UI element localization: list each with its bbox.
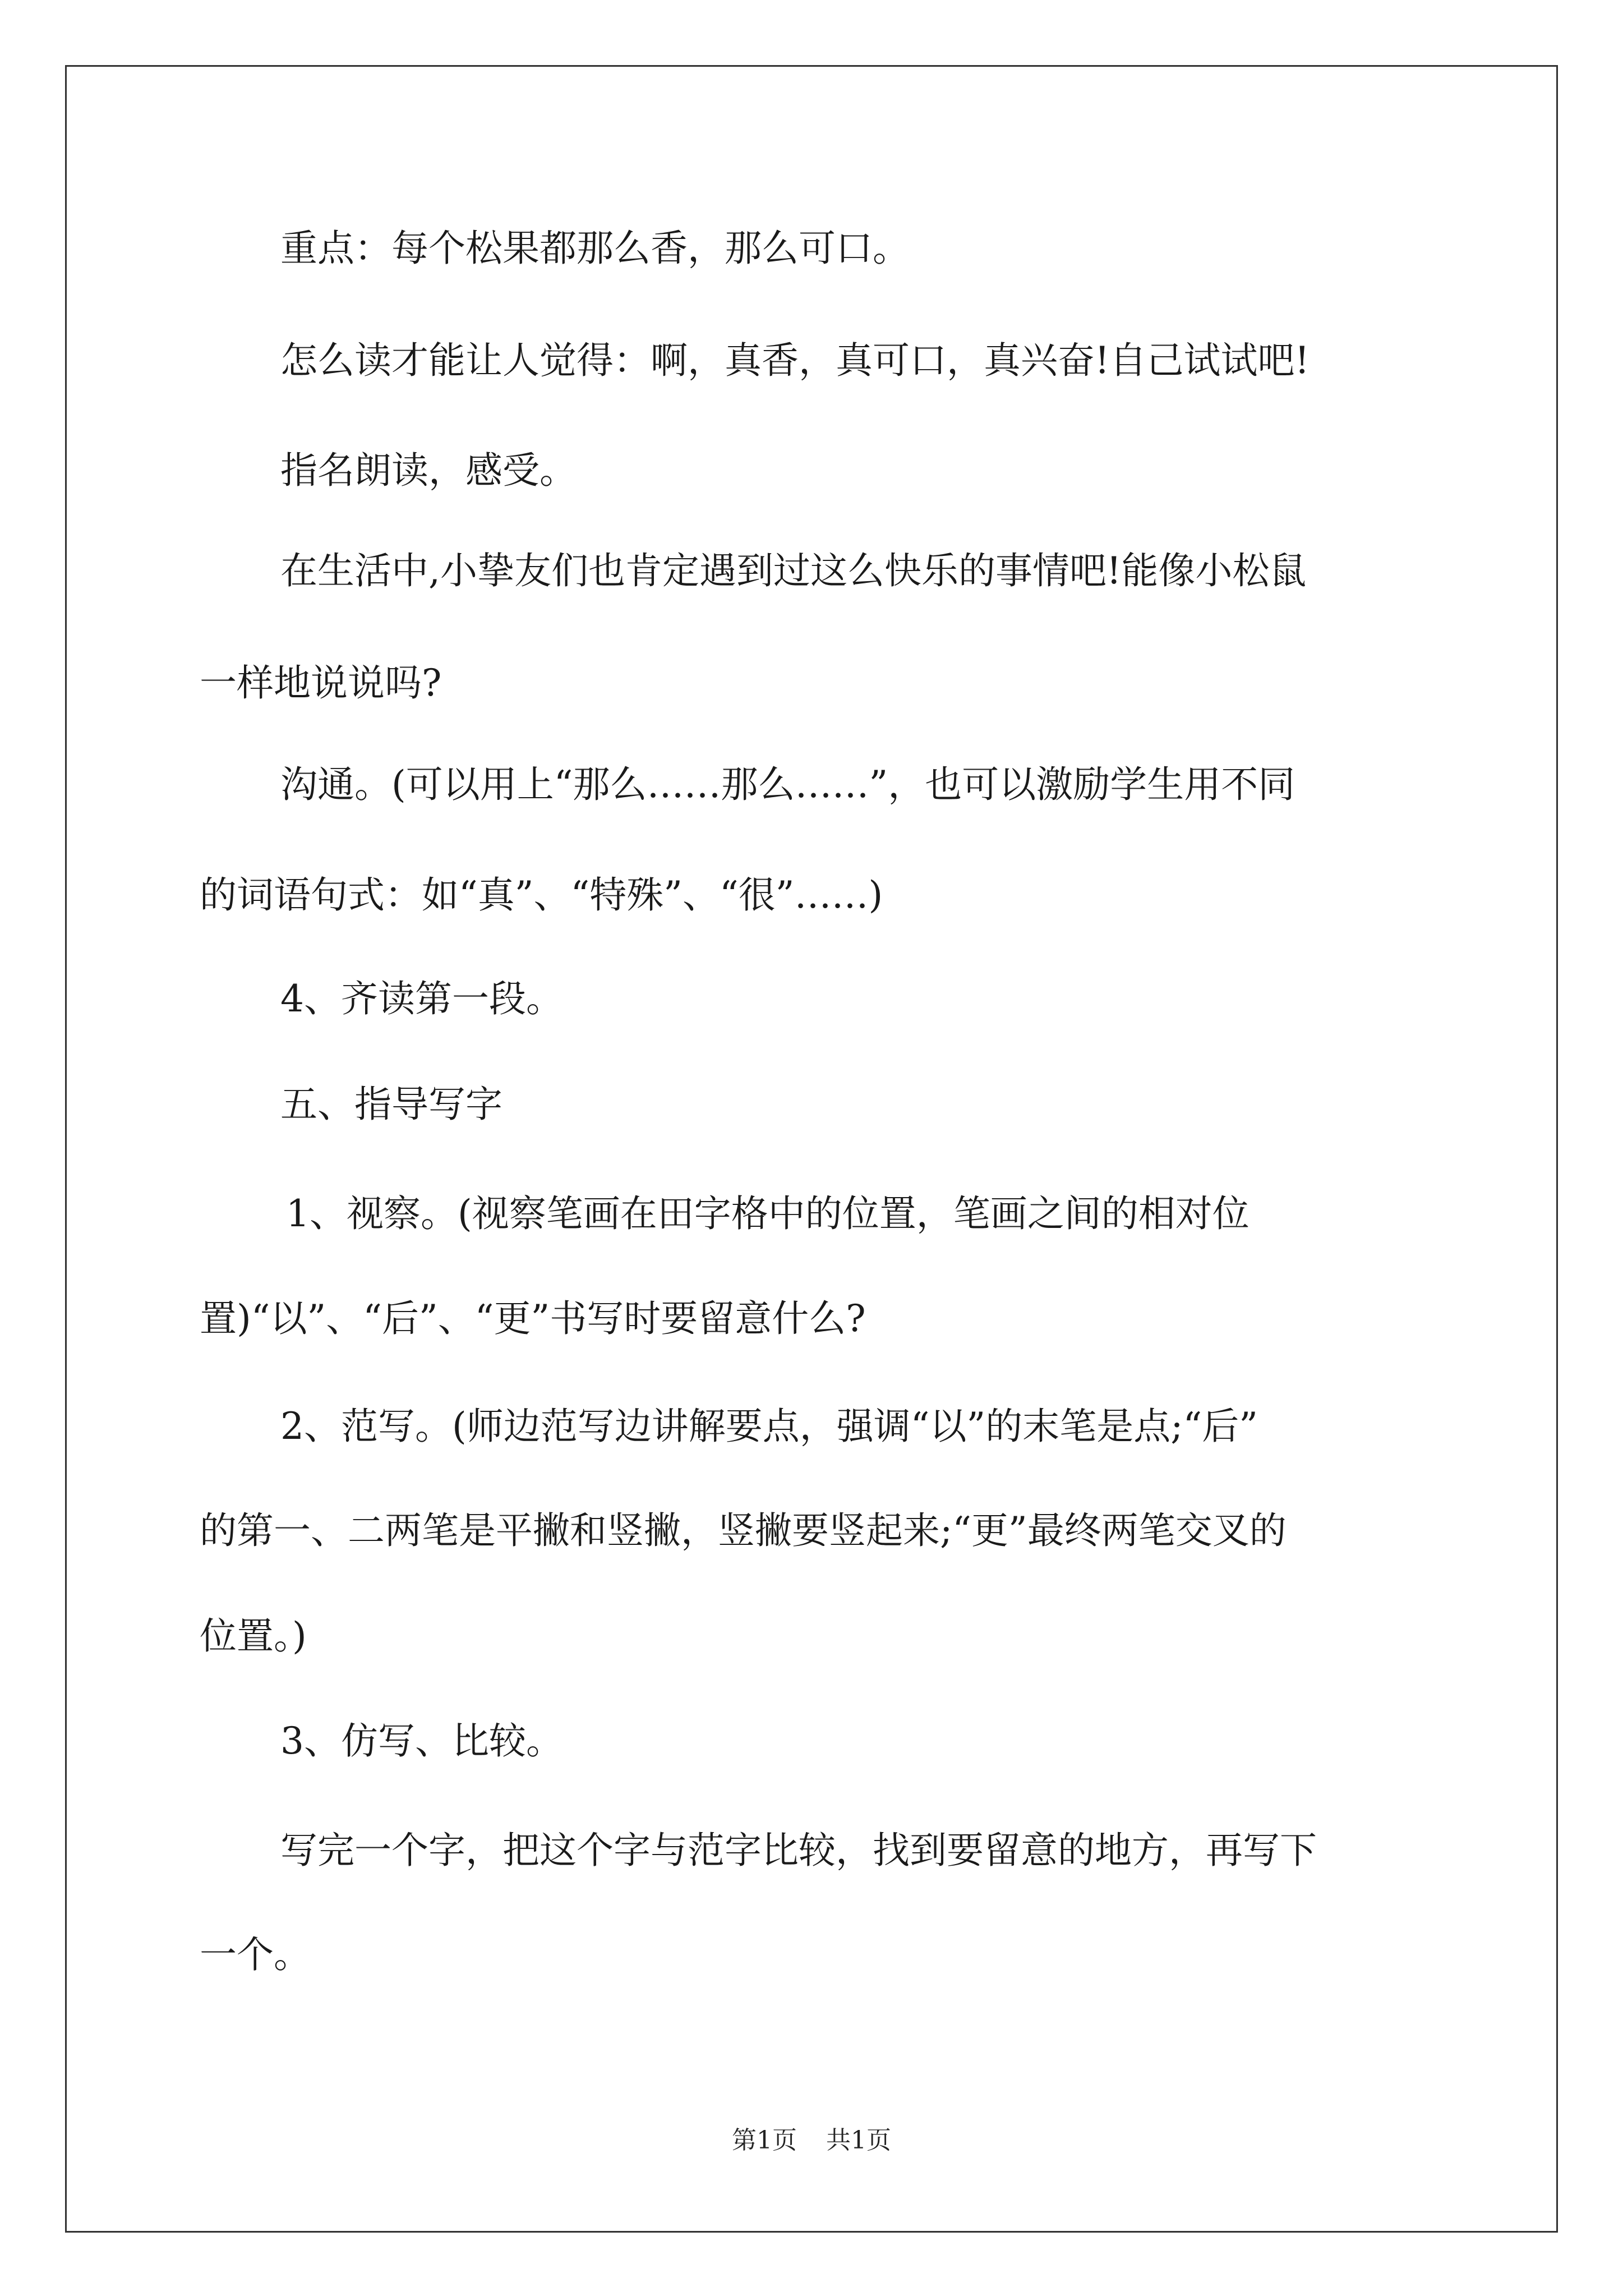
paragraph-line: 沟通。(可以用上“那么……那么……”，也可以激励学生用不同 <box>280 763 1295 806</box>
paragraph-line: 2、范写。(师边范写边讲解要点，强调“以”的末笔是点;“后” <box>280 1405 1258 1448</box>
paragraph-line: 一样地说说吗? <box>200 661 442 705</box>
paragraph-line: 怎么读才能让人觉得：啊，真香，真可口，真兴奋!自己试试吧! <box>280 339 1310 382</box>
paragraph-line: 3、仿写、比较。 <box>280 1719 563 1763</box>
paragraph-line: 1、视察。(视察笔画在田字格中的位置，笔画之间的相对位 <box>286 1192 1249 1235</box>
paragraph-line: 五、指导写字 <box>280 1083 502 1126</box>
paragraph-line: 置)“以”、“后”、“更”书写时要留意什么? <box>200 1297 866 1340</box>
paragraph-line: 重点：每个松果都那么香，那么可口。 <box>280 227 910 270</box>
page-total: 共1页 <box>826 2126 891 2155</box>
paragraph-line: 一个。 <box>200 1933 311 1976</box>
page-number: 第1页 <box>732 2126 797 2155</box>
paragraph-line: 的词语句式：如“真”、“特殊”、“很”……) <box>200 873 883 917</box>
paragraph-line: 的第一、二两笔是平撇和竖撇，竖撇要竖起来;“更”最终两笔交叉的 <box>200 1509 1287 1552</box>
paragraph-line: 位置。) <box>200 1614 307 1658</box>
page-border <box>65 65 1558 2233</box>
paragraph-line: 写完一个字，把这个字与范字比较，找到要留意的地方，再写下 <box>280 1829 1317 1872</box>
paragraph-line: 指名朗读，感受。 <box>280 449 577 492</box>
paragraph-line: 在生活中,小挚友们也肯定遇到过这么快乐的事情吧!能像小松鼠 <box>280 549 1307 592</box>
paragraph-line: 4、齐读第一段。 <box>280 977 563 1020</box>
page-footer <box>0 2125 1623 2156</box>
